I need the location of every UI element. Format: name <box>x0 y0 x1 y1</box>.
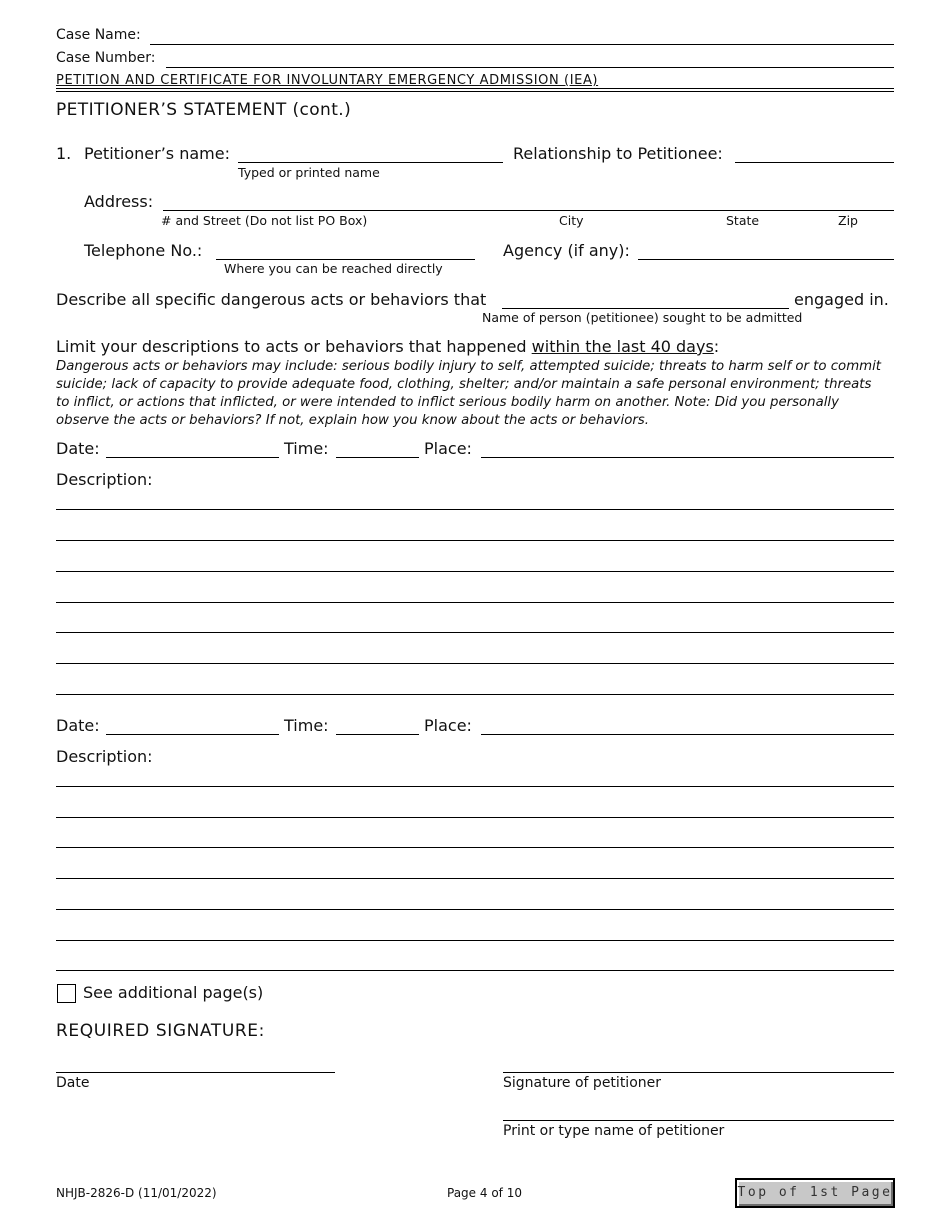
signature-date-field[interactable] <box>56 1072 335 1073</box>
petitionee-name-field[interactable] <box>502 308 789 309</box>
entry2-description-label: Description: <box>56 747 153 766</box>
entry1-time-label: Time: <box>284 439 329 458</box>
top-of-first-page-button[interactable]: Top of 1st Page <box>735 1178 895 1208</box>
case-number-field[interactable] <box>166 67 894 68</box>
entry2-date-label: Date: <box>56 716 100 735</box>
entry1-description-line[interactable] <box>56 632 894 633</box>
entry2-place-field[interactable] <box>481 734 894 735</box>
relationship-field[interactable] <box>735 162 894 163</box>
print-name-field[interactable] <box>503 1120 894 1121</box>
print-name-label: Print or type name of petitioner <box>503 1123 725 1139</box>
additional-pages-checkbox[interactable] <box>57 984 76 1003</box>
case-name-field[interactable] <box>150 44 894 45</box>
section-heading: PETITIONER’S STATEMENT (cont.) <box>56 100 352 120</box>
entry1-date-field[interactable] <box>106 457 279 458</box>
entry2-time-field[interactable] <box>336 734 419 735</box>
entry1-date-label: Date: <box>56 439 100 458</box>
relationship-label: Relationship to Petitionee: <box>513 144 723 163</box>
entry2-description-line[interactable] <box>56 970 894 971</box>
agency-field[interactable] <box>638 259 894 260</box>
entry2-place-label: Place: <box>424 716 472 735</box>
address-street-hint: # and Street (Do not list PO Box) <box>161 213 368 228</box>
address-zip-hint: Zip <box>838 213 858 228</box>
form-id: NHJB-2826-D (11/01/2022) <box>56 1186 217 1200</box>
agency-label: Agency (if any): <box>503 241 630 260</box>
case-name-label: Case Name: <box>56 27 141 43</box>
additional-pages-label: See additional page(s) <box>83 983 264 1002</box>
entry1-description-line[interactable] <box>56 509 894 510</box>
entry2-description-line[interactable] <box>56 940 894 941</box>
address-city-hint: City <box>559 213 584 228</box>
describe-prefix: Describe all specific dangerous acts or behaviors that <box>56 290 487 309</box>
entry2-description-line[interactable] <box>56 909 894 910</box>
telephone-label: Telephone No.: <box>84 241 203 260</box>
petitioner-name-hint: Typed or printed name <box>238 165 380 180</box>
entry1-description-label: Description: <box>56 470 153 489</box>
signature-date-label: Date <box>56 1075 90 1091</box>
describe-suffix: engaged in. <box>794 290 889 309</box>
entry2-description-line[interactable] <box>56 817 894 818</box>
entry1-description-line[interactable] <box>56 694 894 695</box>
case-number-label: Case Number: <box>56 50 156 66</box>
signature-label: Signature of petitioner <box>503 1075 661 1091</box>
entry1-place-field[interactable] <box>481 457 894 458</box>
petitionee-name-hint: Name of person (petitionee) sought to be admitted <box>482 310 803 325</box>
header-rule-bottom <box>56 91 894 92</box>
petitioner-name-label: Petitioner’s name: <box>84 144 230 163</box>
item-number: 1. <box>56 144 72 163</box>
form-title: PETITION AND CERTIFICATE FOR INVOLUNTARY EMERGENCY ADMISSION (IEA) <box>56 73 599 88</box>
entry2-time-label: Time: <box>284 716 329 735</box>
petitioner-name-field[interactable] <box>238 162 503 163</box>
entry1-description-line[interactable] <box>56 602 894 603</box>
telephone-hint: Where you can be reached directly <box>224 261 443 276</box>
entry2-description-line[interactable] <box>56 786 894 787</box>
entry1-description-line[interactable] <box>56 540 894 541</box>
telephone-field[interactable] <box>216 259 475 260</box>
entry2-description-line[interactable] <box>56 847 894 848</box>
limit-instructions: Limit your descriptions to acts or behaviors that happened within the last 40 days: <box>56 337 720 356</box>
entry1-description-line[interactable] <box>56 571 894 572</box>
header-rule-top <box>56 88 894 89</box>
limit-emphasis: within the last 40 days <box>531 337 714 356</box>
entry1-place-label: Place: <box>424 439 472 458</box>
entry2-date-field[interactable] <box>106 734 279 735</box>
address-field[interactable] <box>163 210 894 211</box>
entry1-time-field[interactable] <box>336 457 419 458</box>
signature-field[interactable] <box>503 1072 894 1073</box>
entry1-description-line[interactable] <box>56 663 894 664</box>
signature-heading: REQUIRED SIGNATURE: <box>56 1021 265 1041</box>
page-number: Page 4 of 10 <box>447 1186 522 1200</box>
address-label: Address: <box>84 192 154 211</box>
address-state-hint: State <box>726 213 760 228</box>
entry2-description-line[interactable] <box>56 878 894 879</box>
dangerous-acts-note: Dangerous acts or behaviors may include: serious bodily injury to self, attempted suicide; threats to harm self or to commit suicide; lack of capacity to provide adequate food, clothing, shelter; and/or maintain a safe personal environment; threats to inflict, or actions that inflicted, or were intended to inflict serious bodily harm on another. Note: Did you personally observe the acts or behaviors? If not, explain how you know about the acts or behaviors. <box>56 359 882 428</box>
